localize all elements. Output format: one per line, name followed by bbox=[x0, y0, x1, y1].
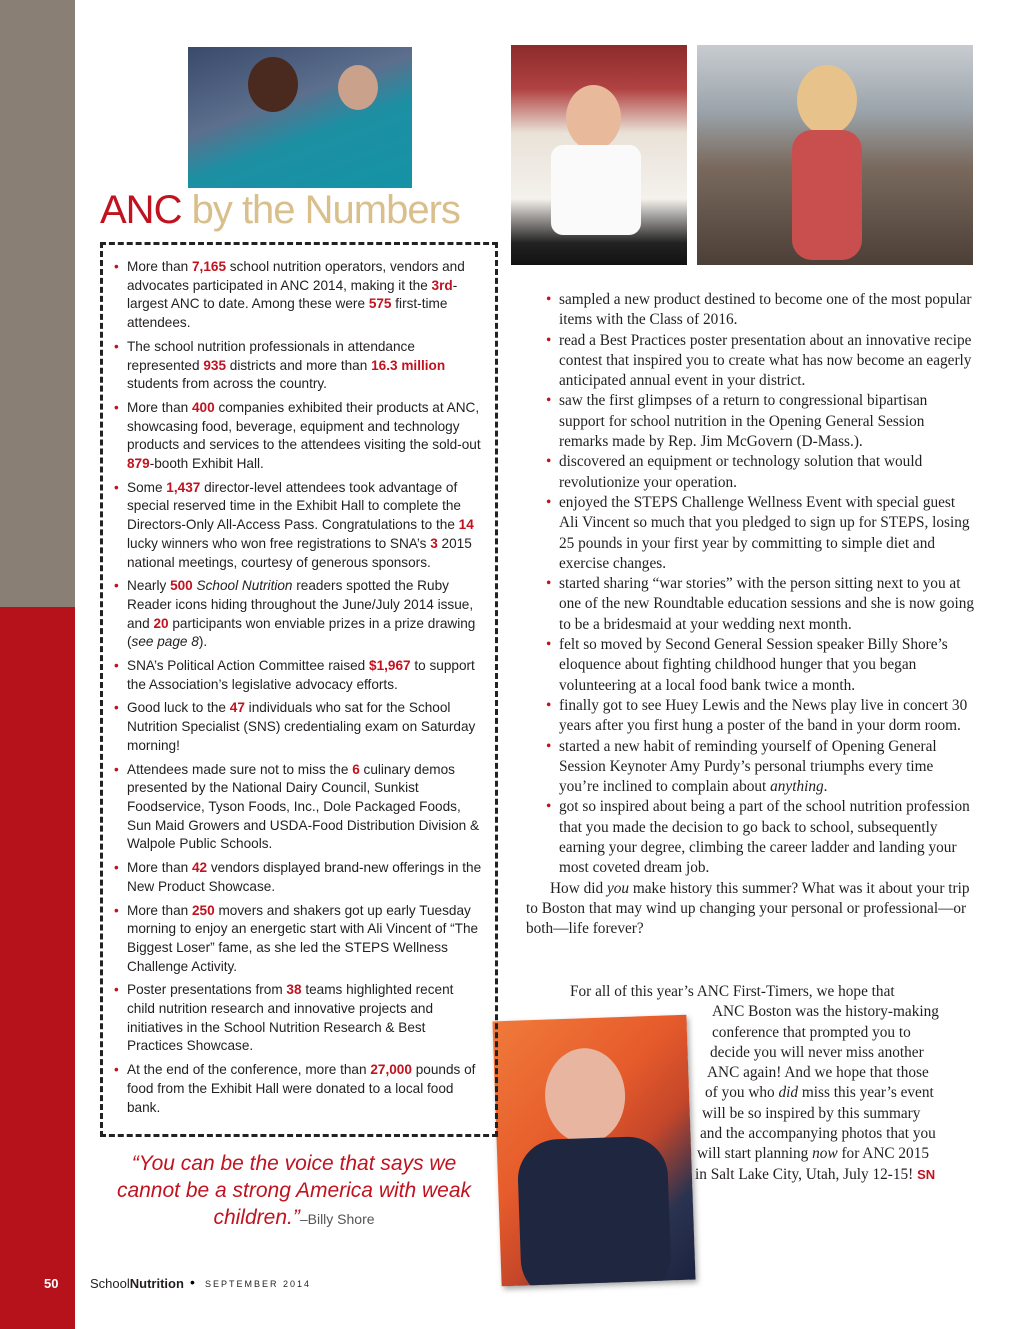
fact-item: • SNA’s Political Action Committee raised $1,967 to support the Association’s legislative advocacy efforts. bbox=[112, 657, 484, 694]
closing-line: of you who did miss this year’s event bbox=[705, 1084, 934, 1102]
highlight-item: • started a new habit of reminding yourself of Opening General Session Keynoter Amy Purdy’s personal triumphs every time you’re inclined to complain about anything. bbox=[526, 737, 976, 798]
closing-line: conference that prompted you to bbox=[712, 1023, 911, 1041]
closing-line: will be so inspired by this summary bbox=[702, 1104, 921, 1122]
issue-date: SEPTEMBER 2014 bbox=[205, 1279, 312, 1289]
fact-item: • More than 7,165 school nutrition operators, vendors and advocates participated in ANC 2014, making it the 3rd-largest ANC to date. Among these were 575 first-time attendees. bbox=[112, 258, 484, 333]
highlight-item: • felt so moved by Second General Session speaker Billy Shore’s eloquence about fighting childhood hunger that you began volunteering at a local food bank twice a month. bbox=[526, 635, 976, 696]
closing-line: decide you will never miss another bbox=[710, 1043, 924, 1061]
magazine-brand: SchoolNutrition bbox=[90, 1276, 184, 1291]
pull-quote bbox=[100, 1150, 488, 1233]
page-title: ANC by the Numbers bbox=[100, 188, 460, 232]
right-column bbox=[526, 290, 976, 940]
closing-line: For all of this year’s ANC First-Timers, we hope that bbox=[570, 983, 895, 1000]
fact-item: • Good luck to the 47 individuals who sat for the School Nutrition Specialist (SNS) credentialing exam on Saturday morning! bbox=[112, 699, 484, 755]
closing-line: and the accompanying photos that you bbox=[700, 1125, 936, 1143]
right-bullet-list bbox=[526, 290, 976, 879]
quote-text: “You can be the voice that says we cannot be a strong America with weak children.” bbox=[116, 1152, 472, 1229]
closing-line: in Salt Lake City, Utah, July 12-15! SN bbox=[695, 1165, 936, 1183]
fact-item: • Poster presentations from 38 teams highlighted recent child nutrition research and innovative projects and initiatives in the School Nutrition Research & Best Practices Showcase. bbox=[112, 981, 484, 1056]
highlight-item: • finally got to see Huey Lewis and the News play live in concert 30 years after you first hung a poster of the band in your dorm room. bbox=[526, 696, 976, 737]
highlight-item: • saw the first glimpses of a return to congressional bipartisan support for school nutrition in the Opening General Session remarks made by Rep. Jim McGovern (D-Mass.). bbox=[526, 391, 976, 452]
highlight-item: • enjoyed the STEPS Challenge Wellness Event with special guest Ali Vincent so much that you pledged to sign up for STEPS, losing 25 pounds in your first year by committing to simple diet and exercise changes. bbox=[526, 493, 976, 574]
fact-item: • At the end of the conference, more than 27,000 pounds of food from the Exhibit Hall were donated to a local food bank. bbox=[112, 1061, 484, 1117]
fact-item: • The school nutrition professionals in attendance represented 935 districts and more than 16.3 million students from across the country. bbox=[112, 338, 484, 394]
closing-line: ANC again! And we hope that those bbox=[707, 1064, 929, 1082]
fact-item: • More than 400 companies exhibited their products at ANC, showcasing food, beverage, equipment and technology products and services to the attendees visiting the sold-out 879-booth Exhibit Hall. bbox=[112, 399, 484, 474]
closing-paragraph bbox=[526, 982, 976, 1185]
footer-separator: • bbox=[190, 1274, 195, 1290]
highlight-item: • read a Best Practices poster presentation about an innovative recipe contest that inspired you to create what has now become an eagerly anticipated annual event in your district. bbox=[526, 331, 976, 392]
sidebar-red-band bbox=[0, 607, 75, 1329]
highlight-item: • started sharing “war stories” with the person sitting next to you at one of the new Roundtable education sessions and she is now going to be a bridesmaid at your wedding next month. bbox=[526, 574, 976, 635]
closing-line: ANC Boston was the history-making bbox=[712, 1003, 939, 1021]
highlight-item: • discovered an equipment or technology solution that would revolutionize your operation. bbox=[526, 452, 976, 493]
quote-attribution: –Billy Shore bbox=[299, 1211, 375, 1227]
closing-line: will start planning now for ANC 2015 bbox=[697, 1145, 929, 1163]
sidebar-gray-band bbox=[0, 0, 75, 607]
fact-item: • Attendees made sure not to miss the 6 culinary demos presented by the National Dairy Council, Sunkist Foodservice, Tyson Foods, Inc., Dole Packaged Foods, Sun Maid Growers and USDA-Food Distribution Division & Walpole Public Schools. bbox=[112, 761, 484, 855]
highlight-item: • got so inspired about being a part of the school nutrition profession that you made the decision to go back to school, subsequently earning your degree, climbing the career ladder and landing your most coveted dream job. bbox=[526, 797, 976, 878]
fact-item: • Nearly 500 School Nutrition readers spotted the Ruby Reader icons hiding throughout the June/July 2014 issue, and 20 participants won enviable prizes in a prize drawing (see page 8). bbox=[112, 577, 484, 652]
fact-item: • Some 1,437 director-level attendees took advantage of special reserved time in the Exhibit Hall to complete the Directors-Only All-Access Pass. Congratulations to the 14 lucky winners who won free registrations to SNA’s 3 2015 national meetings, courtesy of generous sponsors. bbox=[112, 479, 484, 573]
fact-item: • More than 250 movers and shakers got up early Tuesday morning to enjoy an energetic start with Ali Vincent of “The Biggest Loser” fame, as she led the STEPS Wellness Challenge Activity. bbox=[112, 902, 484, 977]
highlight-item: • sampled a new product destined to become one of the most popular items with the Class of 2016. bbox=[526, 290, 976, 331]
end-mark: SN bbox=[917, 1166, 936, 1182]
photo-chef-demo bbox=[511, 45, 687, 265]
facts-list bbox=[112, 258, 484, 1122]
right-paragraph: How did you make history this summer? What was it about your trip to Boston that may wind up changing your personal or professional—or both—life forever? bbox=[526, 879, 970, 938]
fact-item: • More than 42 vendors displayed brand-new offerings in the New Product Showcase. bbox=[112, 859, 484, 896]
photo-exhibit-hall-buffet bbox=[697, 45, 973, 265]
page-number: 50 bbox=[44, 1276, 59, 1291]
photo-steps-participants bbox=[188, 47, 412, 188]
